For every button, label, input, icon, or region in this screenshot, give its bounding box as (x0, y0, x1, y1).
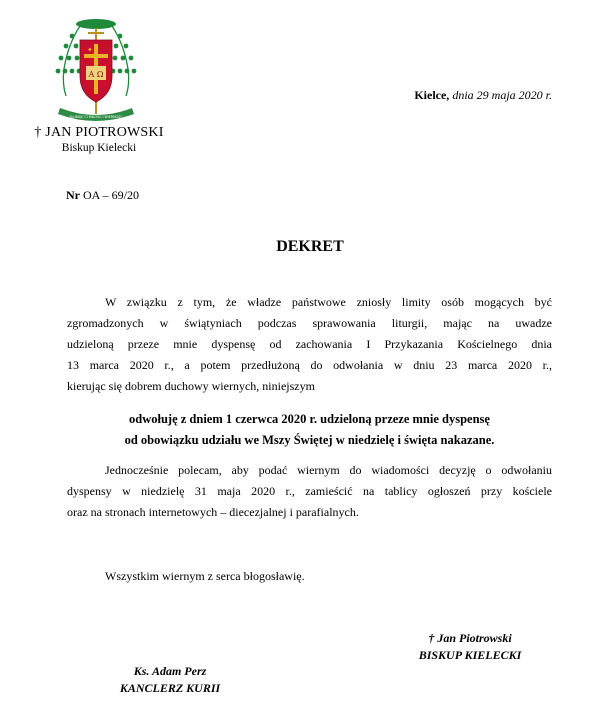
alpha-omega-label: Α Ω (88, 70, 104, 79)
paragraph-blessing (67, 566, 552, 587)
paragraph-intro-line: zgromadzonych w świątyniach podczas sprawowania liturgii, mając na uwadze (67, 316, 552, 330)
paragraph-instructions-line: dyspensy w niedzielę 31 maja 2020 r., zamieścić na tablicy ogłoszeń przy kościele (67, 484, 552, 498)
paragraph-intro-line: udzieloną przeze mnie dyspensę od zachowania I Przykazania Kościelnego dnia (67, 337, 552, 351)
bishop-signature-title: BISKUP KIELECKI (418, 648, 522, 662)
paragraph-intro-line: W związku z tym, że władze państwowe zniosły limity osób mogących być (105, 295, 552, 309)
blessing-text: Wszystkim wiernym z serca błogosławię. (105, 569, 305, 583)
date-place: Kielce, (414, 88, 450, 102)
issuer-name: † JAN PIOTROWSKI (34, 125, 164, 140)
paragraph-instructions (67, 460, 552, 523)
coat-of-arms (50, 14, 142, 126)
reference-prefix: Nr (66, 188, 80, 202)
document-title: DEKRET (276, 238, 344, 255)
bishop-signature-name: † Jan Piotrowski (428, 631, 512, 645)
motto-ribbon-text: ŚLUBUJĘ CI MIŁOŚĆ I WIERNOŚĆ (69, 115, 123, 119)
reference-number (66, 188, 139, 203)
paragraph-instructions-line: Jednocześnie polecam, aby podać wiernym do wiadomości decyzję o odwołaniu (105, 463, 552, 477)
paragraph-intro-line: 13 marca 2020 r., a potem przedłużoną do odwołania w dniu 23 marca 2020 r., (67, 358, 552, 372)
coat-of-arms-emblem (50, 14, 142, 126)
paragraph-intro (67, 292, 552, 397)
chancellor-signature-title: KANCLERZ KURII (119, 681, 221, 695)
paragraph-intro-line: kierując się dobrem duchowy wiernych, niniejszym (67, 379, 315, 393)
decision-line: od obowiązku udziału we Mszy Świętej w niedzielę i święta nakazane. (124, 433, 495, 447)
decision-statement (67, 409, 552, 451)
date-text: dnia 29 maja 2020 r. (452, 88, 552, 102)
paragraph-instructions-line: oraz na stronach internetowych – diecezjalnej i parafialnych. (67, 505, 359, 519)
decision-line: odwołuję z dniem 1 czerwca 2020 r. udzieloną przeze mnie dyspensę (129, 412, 490, 426)
reference-value: OA – 69/20 (83, 188, 140, 202)
issuer-title: Biskup Kielecki (61, 142, 137, 154)
svg-text:✦: ✦ (87, 46, 93, 54)
date-line (380, 88, 552, 103)
chancellor-signature-name: Ks. Adam Perz (133, 664, 207, 678)
